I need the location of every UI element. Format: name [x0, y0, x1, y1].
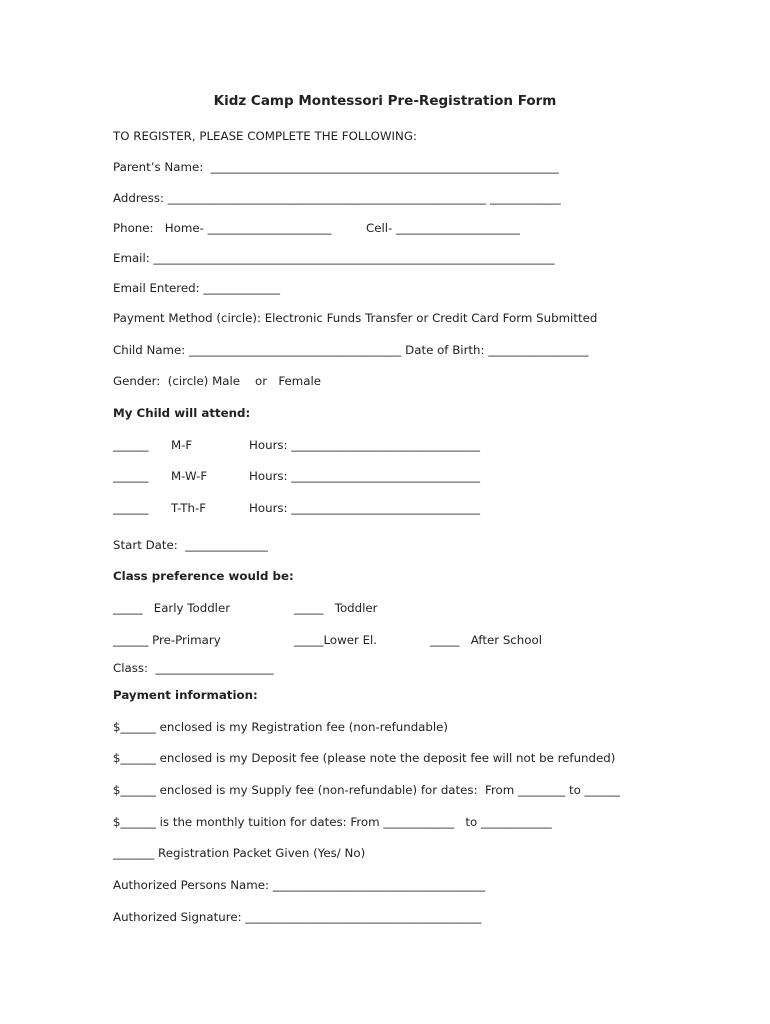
class-pref-lower-el[interactable]: _____Lower El.	[294, 633, 378, 647]
attend-heading: My Child will attend:	[113, 406, 251, 420]
attend-blank-mf[interactable]: ______	[113, 438, 149, 452]
authorized-persons-field[interactable]: Authorized Persons Name: ____________________________________	[113, 878, 486, 892]
monthly-tuition-field[interactable]: $______ is the monthly tuition for dates: From ____________ to ____________	[113, 815, 552, 829]
registration-fee-field[interactable]: $______ enclosed is my Registration fee (non-refundable)	[113, 720, 449, 734]
attend-hours-tthf[interactable]: Hours: ________________________________	[249, 501, 481, 515]
gender-field[interactable]: Gender: (circle) Male or Female	[113, 374, 321, 388]
class-preference-heading: Class preference would be:	[113, 569, 294, 583]
attend-days-mwf: M-W-F	[171, 469, 208, 483]
attend-blank-tthf[interactable]: ______	[113, 501, 149, 515]
phone-home-field[interactable]: Phone: Home- _____________________	[113, 221, 332, 235]
class-pref-after-school[interactable]: _____ After School	[430, 633, 542, 647]
class-pref-toddler[interactable]: _____ Toddler	[294, 601, 378, 615]
child-name-dob-field[interactable]: Child Name: ____________________________________ Date of Birth: _________________	[113, 343, 589, 357]
phone-cell-field[interactable]: Cell- _____________________	[366, 221, 520, 235]
parents-name-field[interactable]: Parent’s Name: ___________________________________________________________	[113, 160, 559, 174]
attend-days-mf: M-F	[171, 438, 193, 452]
class-pref-early-toddler[interactable]: _____ Early Toddler	[113, 601, 231, 615]
form-title: Kidz Camp Montessori Pre-Registration Form	[213, 93, 557, 109]
attend-blank-mwf[interactable]: ______	[113, 469, 149, 483]
email-field[interactable]: Email: ____________________________________________________________________	[113, 251, 555, 265]
attend-hours-mf[interactable]: Hours: ________________________________	[249, 438, 481, 452]
class-pref-pre-primary[interactable]: ______ Pre-Primary	[113, 633, 221, 647]
payment-information-heading: Payment information:	[113, 688, 258, 702]
class-field[interactable]: Class: ____________________	[113, 661, 274, 675]
authorized-signature-field[interactable]: Authorized Signature: ________________________________________	[113, 910, 482, 924]
attend-hours-mwf[interactable]: Hours: ________________________________	[249, 469, 481, 483]
start-date-field[interactable]: Start Date: ______________	[113, 538, 268, 552]
instruction-text: TO REGISTER, PLEASE COMPLETE THE FOLLOWING:	[113, 129, 417, 143]
payment-method-text: Payment Method (circle): Electronic Funds Transfer or Credit Card Form Submitted	[113, 311, 598, 325]
attend-days-tthf: T-Th-F	[171, 501, 207, 515]
deposit-fee-field[interactable]: $______ enclosed is my Deposit fee (please note the deposit fee will not be refunded)	[113, 751, 616, 765]
email-entered-field[interactable]: Email Entered: _____________	[113, 281, 281, 295]
registration-packet-field[interactable]: _______ Registration Packet Given (Yes/ No)	[113, 846, 366, 860]
supply-fee-field[interactable]: $______ enclosed is my Supply fee (non-refundable) for dates: From ________ to ______	[113, 783, 620, 797]
address-field[interactable]: Address: ______________________________________________________ ____________	[113, 191, 561, 205]
